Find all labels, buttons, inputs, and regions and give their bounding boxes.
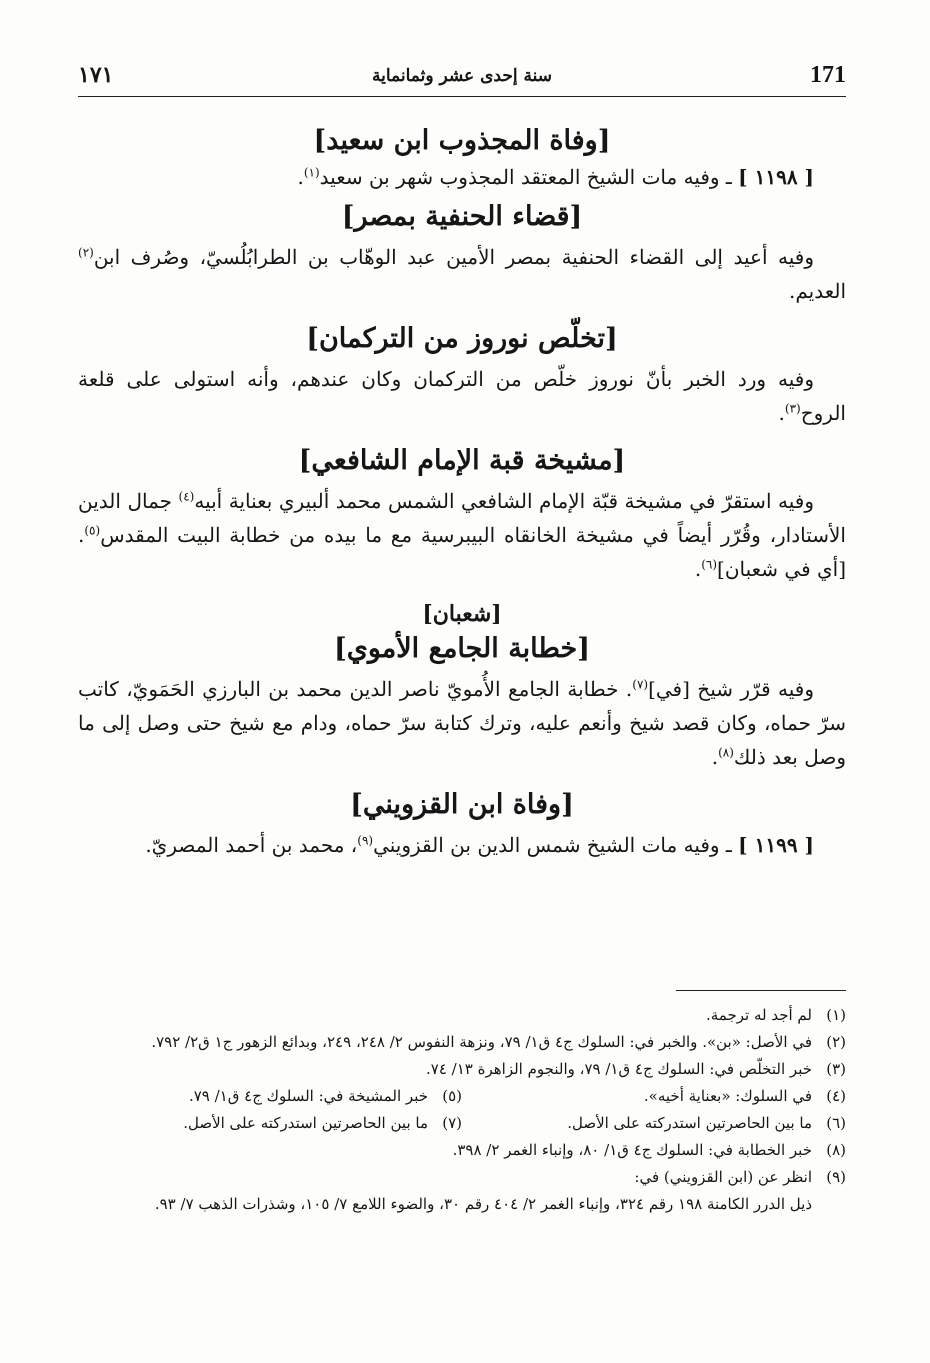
paragraph <box>78 828 846 862</box>
footnote-ref[interactable]: (٤) <box>178 489 195 504</box>
paragraph-text-end: ، محمد بن أحمد المصريّ. <box>145 833 358 857</box>
paragraph-text-end: . <box>778 401 785 425</box>
footnote-text: في الأصل: «بن». والخبر في: السلوك ج٤ ق١/ ٧٩، ونزهة النفوس ٢/ ٢٤٨، ٢٤٩، وبدائع الزهور ج١ ق٢/ ٧٩٢. <box>151 1033 812 1051</box>
footnote-number: (٣) <box>826 1060 846 1078</box>
footnote-number: (٧) <box>442 1114 462 1132</box>
paragraph <box>78 484 846 586</box>
paragraph <box>78 362 846 430</box>
footnote-ref[interactable]: (١) <box>303 165 320 180</box>
paragraph-text: وفيه أعيد إلى القضاء الحنفية بمصر الأمين عبد الوهّاب بن الطرابُلُسيّ، وصُرف ابن <box>93 245 814 269</box>
paragraph-text-end: العديم. <box>788 279 846 303</box>
paragraph-text-mid: . [أي في شعبان] <box>78 523 846 581</box>
footnote-text: ما بين الحاصرتين استدركته على الأصل. <box>567 1114 812 1132</box>
footnote-number: (٦) <box>826 1114 846 1132</box>
footnote-text: في السلوك: «بعناية أخيه». <box>643 1087 812 1105</box>
footnote-separator <box>676 990 846 991</box>
month-heading: [شعبان] <box>422 601 502 627</box>
footnote-pair <box>78 1110 846 1137</box>
footnote-number: (٢) <box>826 1033 846 1051</box>
footnote-continuation: ذيل الدرر الكامنة ١٩٨ رقم ٣٢٤، وإنباء الغمر ٢/ ٤٠٤ رقم ٣٠، والضوء اللامع ٧/ ١٠٥، وشذرات الذهب ٧/ ٩٣. <box>154 1195 812 1213</box>
paragraph-text-end: . <box>694 557 702 581</box>
paragraph-text-mid: . خطابة الجامع الأُمويّ ناصر الدين محمد بن البارزي الحَمَويّ، كاتب سرّ حماه، وكان قصد شيخ وأنعم عليه، وترك كتابة سرّ حماه، ودام مع شيخ حتى وصل إلى ما وصل بعد ذلك <box>78 677 846 769</box>
footnote-number: (١) <box>826 1006 846 1024</box>
footnote-text: خبر المشيخة في: السلوك ج٤ ق١/ ٧٩. <box>188 1087 428 1105</box>
footnote <box>78 1137 846 1164</box>
footnote-ref[interactable]: (٣) <box>784 401 801 416</box>
section-heading: [وفاة ابن القزويني] <box>350 789 574 820</box>
footnote-pair <box>78 1083 846 1110</box>
footnote-number: (٩) <box>826 1168 846 1186</box>
paragraph-text: وفيه ورد الخبر بأنّ نوروز خلّص من التركمان وكان عندهم، وأنه استولى على قلعة الروح <box>78 367 846 425</box>
footnote-text: خبر الخطابة في: السلوك ج٤ ق١/ ٨٠، وإنباء الغمر ٢/ ٣٩٨. <box>452 1141 812 1159</box>
section-heading: [وفاة المجذوب ابن سعيد] <box>313 125 611 156</box>
paragraph <box>78 672 846 774</box>
paragraph-text: وفيه استقرّ في مشيخة قبّة الإمام الشافعي الشمس محمد ألبيري بعناية أبيه <box>194 489 814 513</box>
book-page <box>78 52 846 1342</box>
footnote <box>78 1029 846 1056</box>
footnote <box>78 1056 846 1083</box>
footnote-text: انظر عن (ابن القزويني) في: <box>634 1168 812 1186</box>
entry-number: [ ١١٩٩ ] <box>738 833 814 857</box>
paragraph <box>78 240 846 308</box>
section-heading: [تخلّص نوروز من التركمان] <box>306 323 618 354</box>
page-number-arabic: ١٧١ <box>78 62 114 88</box>
entry-number: [ ١١٩٨ ] <box>738 165 814 189</box>
footnote-ref[interactable]: (٢) <box>78 245 94 260</box>
paragraph-text: ـ وفيه مات الشيخ شمس الدين بن القزويني <box>373 833 732 857</box>
paragraph-text-mid: جمال الدين الأستادار، وقُرّر أيضاً في مشيخة الخانقاه البيبرسية مع ما بيده من خطابة البيت المقدس <box>78 489 846 547</box>
page-number-latin: 171 <box>810 62 846 88</box>
footnote-text: خبر التخلّص في: السلوك ج٤ ق١/ ٧٩، والنجوم الزاهرة ١٣/ ٧٤. <box>426 1060 812 1078</box>
running-head-title: سنة إحدى عشر وثمانماية <box>372 66 552 86</box>
running-head <box>78 62 846 97</box>
footnote-ref[interactable]: (٦) <box>701 557 718 572</box>
main-text <box>78 122 846 862</box>
paragraph-text: ـ وفيه مات الشيخ المعتقد المجذوب شهر بن سعيد <box>319 165 732 189</box>
footnote-number: (٥) <box>442 1087 462 1105</box>
footnote-ref[interactable]: (٩) <box>357 833 374 848</box>
section-heading: [خطابة الجامع الأموي] <box>333 633 591 664</box>
paragraph-text-end: . <box>711 745 719 769</box>
paragraph <box>78 160 846 194</box>
paragraph-text: وفيه قرّر شيخ [في] <box>648 677 814 701</box>
footnote-text: ما بين الحاصرتين استدركته على الأصل. <box>183 1114 428 1132</box>
footnote-number: (٨) <box>826 1141 846 1159</box>
footnote-text: لم أجد له ترجمة. <box>706 1006 812 1024</box>
footnote <box>78 1002 846 1029</box>
footnote <box>78 1164 846 1191</box>
footnote-ref[interactable]: (٧) <box>632 677 649 692</box>
section-heading: [مشيخة قبة الإمام الشافعي] <box>298 445 626 476</box>
section-heading: [قضاء الحنفية بمصر] <box>341 201 583 232</box>
footnote-ref[interactable]: (٥) <box>84 523 101 538</box>
paragraph-text-end: . <box>297 165 304 189</box>
footnote-number: (٤) <box>826 1087 846 1105</box>
footnotes <box>78 1002 846 1218</box>
footnote-ref[interactable]: (٨) <box>718 745 734 760</box>
